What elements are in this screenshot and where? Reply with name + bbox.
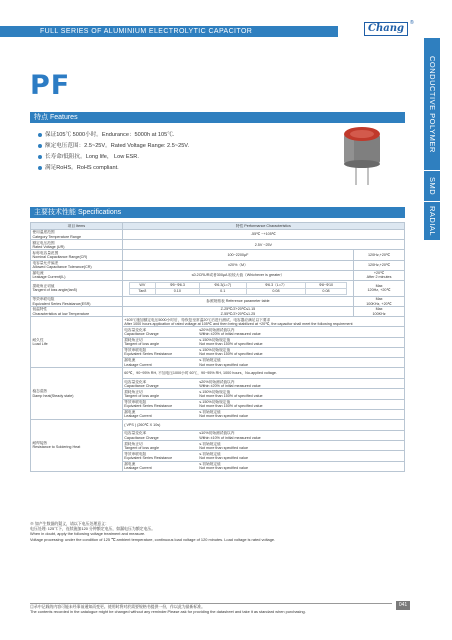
feature-item: 满足RoHS。RoHS compliant. <box>38 163 189 174</box>
header-items: 项目 Items <box>31 223 123 230</box>
table-row: 等效串联电阻 Equivalent Series Resistance ≤ 150%初始规定值 Not more than 150% of specified value <box>31 399 405 409</box>
table-row: 损耗角正切 Tangent of loss angle ≤ 150%初始规定值 Not more than 150% of specified value <box>31 337 405 347</box>
table-row: 损耗角正切 Tangent of loss angle ≤ 150%初始规定值 Not more than 150% of specified value <box>31 389 405 399</box>
table-row: 电容量变化率 Capacitance Change ≤10%初始测试值以内 Within ±10% of initial measured value <box>31 430 405 440</box>
table-row: 低温特性 Characteristics at low Temperature Z-25℃/Z+20℃≤1.15 Z-55℃/Z+20℃≤1.25 Max 100KHz <box>31 307 405 317</box>
table-row: 标称电容量范围 Nominal Capacitance Range(CR) 100~2200μF 120Hz,+20℃ <box>31 250 405 260</box>
bullet-icon <box>38 133 42 137</box>
side-tab-conductive-polymer: CONDUCTIVE POLYMER <box>424 38 440 170</box>
table-row: 额定电压范围 Rated Voltage (UR) 2.5V ~25V <box>31 240 405 250</box>
footer-disclaimer: 目录中记载的内容可能未经事前通知而变更。使用时将对於需要规格书提供一份，作以此为最新标准。 The contents recorded in the catalogue might be changed without any reminder.Please ask for providing the datasheet and take it as standard when purchasing. <box>30 604 306 614</box>
table-row: 漏电流 Leakage Current ≤ 初始规定值 Not more than specified value <box>31 358 405 368</box>
table-row: 电容量允许偏差 Allowed Capacitance Tolerance(CR) ±20%（M） 120Hz,+20℃ <box>31 260 405 270</box>
capacitor-image <box>340 122 384 186</box>
voltage-treatment-notes: ※ 如产生数据的疑义，请以下电压处理意义： 电压处理: 125℃下，连续施加120 分钟额定电压，如漏电压为额定电压。 When in doubt, apply the following voltage treatment and measure. Voltage processing: under the condition of 125 ℃ ambient temperature, continuous load voltage of 120 minutes. Load voltage is rated voltage. <box>30 521 276 542</box>
table-row: 损耗角正切 Tangent of loss angle ≤ 初始规定值 Not more than specified value <box>31 441 405 451</box>
table-row: 电容量变化率 Capacitance Change ≤20%初始测试值以内 Within ±20% of initial measured value <box>31 379 405 389</box>
table-row: 使用温度范围 Category Temperature Range -55℃ ~+105℃ <box>31 230 405 240</box>
feature-item: 长寿命/低阻抗。Long life， Low ESR. <box>38 152 189 163</box>
table-row: 耐久性 Load Life +105℃施加额定电压5000小时后，待恢复至常温20℃后进行测试，电容器应满足以下要求 After 1000 hours application of rated voltage at 105℃ and then being stabilized at +20℃, the capacitor shall meet the following requirement <box>31 317 405 327</box>
feature-item: 保证105℃ 5000小时。Endurance：5000h at 105℃. <box>38 130 189 141</box>
table-row: 等效串联电阻 Equivalent Series Resistance ≤ 150%初始规定值 Not more than 150% of specified value <box>31 347 405 357</box>
table-header-row <box>31 223 405 230</box>
registered-mark: ® <box>410 20 414 26</box>
table-row: 等效串联电阻 Equivalent Series Resistance ≤ 初始规定值 Not more than specified value <box>31 451 405 461</box>
header-performance: 特性 Performance Characteristics <box>122 223 404 230</box>
features-title: 特点 Features <box>34 114 78 121</box>
series-name: PF <box>30 70 71 101</box>
bullet-icon <box>38 155 42 159</box>
page-number: 041 <box>396 601 410 610</box>
tan-delta-grid: WV Φ5~Φ6.3 Φ6.3(L=7) Φ6.3（L=7） Φ8~Φ10 Tanδ 0.10 0.1 0.08 0.08 <box>129 282 347 295</box>
specs-table <box>30 222 405 472</box>
features-list <box>38 130 189 174</box>
table-row: 漏电流 Leakage Current ≤ 初始规定值 Not more than specified value <box>31 409 405 419</box>
header-title: FULL SERIES OF ALUMINIUM ELECTROLYTIC CAPACITOR <box>40 28 253 35</box>
table-row: 耐焊接热 Resistance to Soldering Heat ( VPS ) (260℃ X 10s) <box>31 419 405 430</box>
specs-title: 主要技术性能 Specifications <box>34 209 122 216</box>
table-row: 漏电流 Leakage Current(IL) ≤0.2CRUR或者300μA 取较大值（Whichever is greater） +20℃ After 2 minutes <box>31 270 405 280</box>
table-row: 稳态湿热 Damp heat(Steady state) 60℃，90~95% RH, 不加电压1000小时 60℃，90~95% RH, 1000 hours，No-applied voltage. <box>31 368 405 379</box>
table-row: 漏电流 Leakage Current ≤ 初始规定值 Not more than specified value <box>31 461 405 471</box>
table-row: 电容量变化率 Capacitance Change ≤20%初始测试值以内 Within ±20% of initial measured value <box>31 327 405 337</box>
brand-logo: Chang <box>364 22 408 36</box>
side-tab-smd: SMD <box>424 171 440 201</box>
bullet-icon <box>38 144 42 148</box>
bullet-icon <box>38 166 42 170</box>
table-row: 损耗角正切值 Tangent of loss angle(tanδ) WV Φ5~Φ6.3 Φ6.3(L=7) Φ6.3（L=7） Φ8~Φ10 Tanδ 0.10 0.1 0.08 0.08 Max 120Hz, +20℃ <box>31 280 405 296</box>
table-row: 等效串联电阻 Equivalent Series Resistance(ESR) 参照规格表 Reference parameter table Max 100KHz, +20℃ <box>31 296 405 306</box>
feature-item: 额定电压范围：2.5~25V。Rated Voltage Range: 2.5~25V. <box>38 141 189 152</box>
side-tab-radial: RADIAL <box>424 202 440 240</box>
